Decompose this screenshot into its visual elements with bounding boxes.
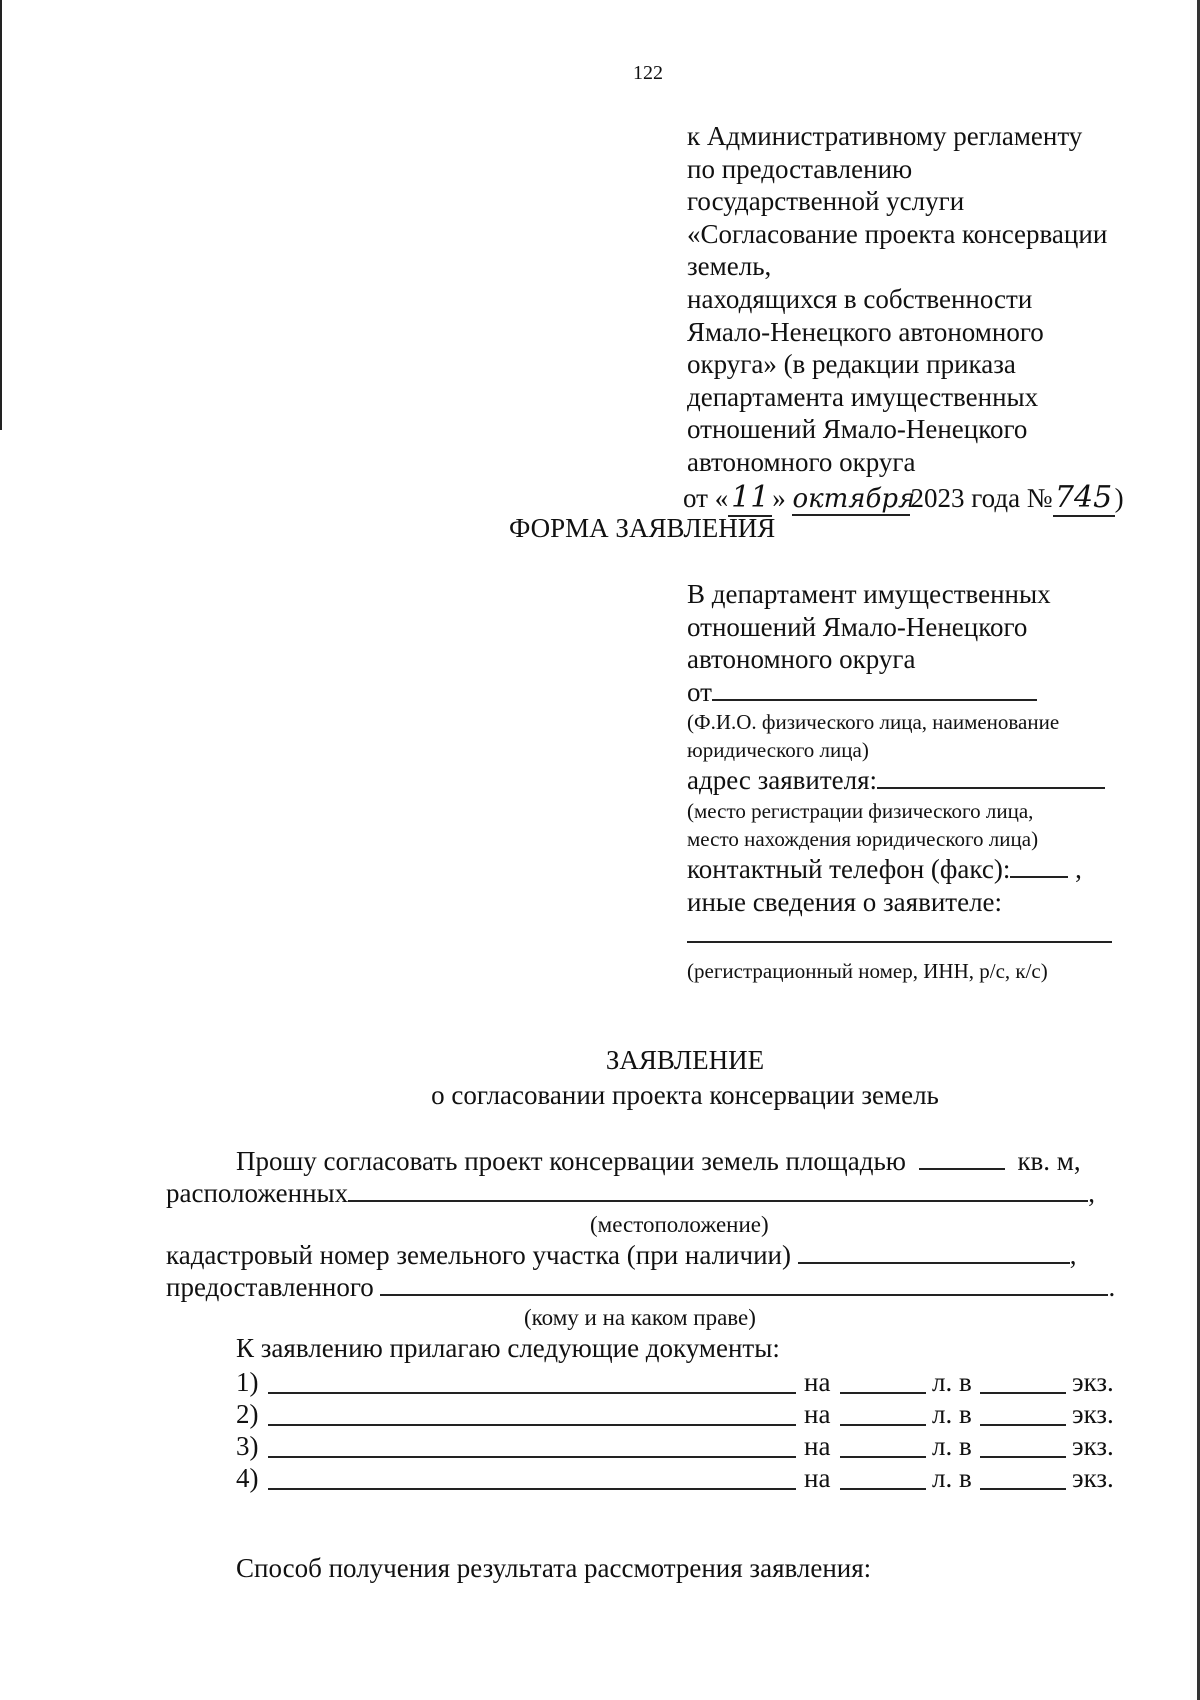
application-title: ЗАЯВЛЕНИЕ bbox=[605, 1045, 765, 1075]
area-line bbox=[236, 1146, 1134, 1177]
date-day-handwritten: 11 bbox=[728, 480, 772, 517]
attachment-pages-field[interactable] bbox=[840, 1391, 926, 1394]
attachment-pages-label: л. в bbox=[932, 1463, 972, 1493]
scan-edge-left bbox=[0, 0, 2, 430]
location-suffix: , bbox=[1088, 1178, 1095, 1208]
location-label: расположенных bbox=[166, 1178, 349, 1208]
header-line: государственной услуги bbox=[687, 186, 965, 217]
attachment-pages-label: л. в bbox=[932, 1431, 972, 1461]
cadastral-suffix: , bbox=[1069, 1240, 1077, 1270]
other-info-label: иные сведения о заявителе: bbox=[687, 886, 1003, 917]
attachment-copies-label: экз. bbox=[1072, 1431, 1114, 1461]
header-line: по предоставлению bbox=[687, 153, 913, 184]
from-caption: юридического лица) bbox=[687, 738, 869, 763]
attachment-pages-label: л. в bbox=[932, 1367, 972, 1397]
order-date-line bbox=[683, 480, 1124, 517]
from-caption: (Ф.И.О. физического лица, наименование bbox=[687, 710, 1060, 735]
attachment-pages-field[interactable] bbox=[840, 1423, 926, 1426]
from-label: от bbox=[687, 676, 712, 707]
date-mid: » bbox=[772, 483, 786, 513]
attachment-copies-field[interactable] bbox=[980, 1455, 1066, 1458]
result-method-label: Способ получения результата рассмотрения заявления: bbox=[236, 1553, 872, 1583]
location-caption: (местоположение) bbox=[590, 1212, 769, 1237]
cadastral-line bbox=[166, 1240, 1134, 1271]
attachment-copies-label: экз. bbox=[1072, 1367, 1114, 1397]
provided-suffix: . bbox=[1108, 1272, 1116, 1302]
attachment-number: 4) bbox=[236, 1463, 259, 1493]
from-field[interactable] bbox=[712, 698, 1037, 701]
attachment-na: на bbox=[804, 1367, 831, 1397]
cadastral-field[interactable] bbox=[798, 1261, 1070, 1264]
attachment-number: 3) bbox=[236, 1431, 259, 1461]
address-caption: место нахождения юридического лица) bbox=[687, 826, 1039, 851]
attachment-name-field[interactable] bbox=[268, 1423, 796, 1426]
order-number-handwritten: 745 bbox=[1053, 480, 1115, 517]
location-field[interactable] bbox=[348, 1199, 1088, 1202]
attachment-number: 1) bbox=[236, 1367, 259, 1397]
area-field[interactable] bbox=[919, 1167, 1005, 1170]
provided-line bbox=[166, 1272, 1134, 1303]
phone-field[interactable] bbox=[1010, 875, 1068, 878]
application-subtitle: о согласовании проекта консервации земель bbox=[431, 1080, 939, 1110]
date-month-handwritten: октября bbox=[792, 484, 916, 514]
date-prefix: от « bbox=[683, 483, 729, 513]
cadastral-label: кадастровый номер земельного участка (при наличии) bbox=[166, 1240, 791, 1270]
area-unit: кв. м, bbox=[1017, 1146, 1081, 1176]
attachment-copies-field[interactable] bbox=[980, 1391, 1066, 1394]
attachment-na: на bbox=[804, 1431, 831, 1461]
attachment-na: на bbox=[804, 1399, 831, 1429]
other-info-caption: (регистрационный номер, ИНН, р/с, к/с) bbox=[687, 958, 1048, 983]
attachment-name-field[interactable] bbox=[268, 1391, 796, 1394]
header-line: Ямало-Ненецкого автономного bbox=[687, 316, 1044, 347]
attachment-copies-label: экз. bbox=[1072, 1399, 1114, 1429]
date-close: ) bbox=[1114, 483, 1124, 513]
location-line bbox=[166, 1178, 1134, 1209]
addressee-block bbox=[687, 578, 1157, 985]
addressee-line: автономного округа bbox=[687, 644, 916, 675]
provided-label: предоставленного bbox=[166, 1272, 374, 1302]
attachment-copies-label: экз. bbox=[1072, 1463, 1114, 1493]
date-year: 2023 года № bbox=[910, 483, 1053, 513]
page-number: 122 bbox=[633, 62, 663, 84]
header-line: округа» (в редакции приказа bbox=[687, 349, 1016, 380]
attachment-pages-field[interactable] bbox=[840, 1487, 926, 1490]
addressee-line: отношений Ямало-Ненецкого bbox=[687, 611, 1028, 642]
attachment-name-field[interactable] bbox=[268, 1455, 796, 1458]
address-line bbox=[687, 764, 1157, 797]
other-info-field[interactable] bbox=[687, 940, 1112, 943]
header-line: земель, bbox=[687, 251, 772, 282]
phone-label: контактный телефон (факс): bbox=[687, 853, 1011, 884]
address-caption: (место регистрации физического лица, bbox=[687, 798, 1034, 823]
header-line: отношений Ямало-Ненецкого bbox=[687, 414, 1028, 445]
header-line: «Согласование проекта консервации bbox=[687, 218, 1108, 249]
attachment-na: на bbox=[804, 1463, 831, 1493]
attachment-copies-field[interactable] bbox=[980, 1487, 1066, 1490]
phone-line bbox=[687, 853, 1157, 886]
provided-caption: (кому и на каком праве) bbox=[524, 1305, 756, 1330]
header-line: автономного округа bbox=[687, 446, 916, 477]
provided-field[interactable] bbox=[380, 1293, 1108, 1296]
other-info-line bbox=[687, 918, 1157, 951]
header-line: к Административному регламенту bbox=[687, 121, 1083, 151]
regulation-reference bbox=[687, 120, 1157, 479]
attachments-label: К заявлению прилагаю следующие документы: bbox=[236, 1333, 780, 1363]
address-field[interactable] bbox=[877, 786, 1105, 789]
attachment-copies-field[interactable] bbox=[980, 1423, 1066, 1426]
header-line: находящихся в собственности bbox=[687, 283, 1033, 314]
form-title: ФОРМА ЗАЯВЛЕНИЯ bbox=[509, 513, 776, 543]
attachment-pages-label: л. в bbox=[932, 1399, 972, 1429]
phone-suffix: , bbox=[1075, 853, 1082, 884]
area-text: Прошу согласовать проект консервации земель площадью bbox=[236, 1146, 906, 1176]
attachment-number: 2) bbox=[236, 1399, 259, 1429]
from-line bbox=[687, 676, 1157, 709]
address-label: адрес заявителя: bbox=[687, 765, 878, 796]
header-line: департамента имущественных bbox=[687, 381, 1039, 412]
attachment-pages-field[interactable] bbox=[840, 1455, 926, 1458]
addressee-line: В департамент имущественных bbox=[687, 579, 1051, 609]
attachment-name-field[interactable] bbox=[268, 1487, 796, 1490]
